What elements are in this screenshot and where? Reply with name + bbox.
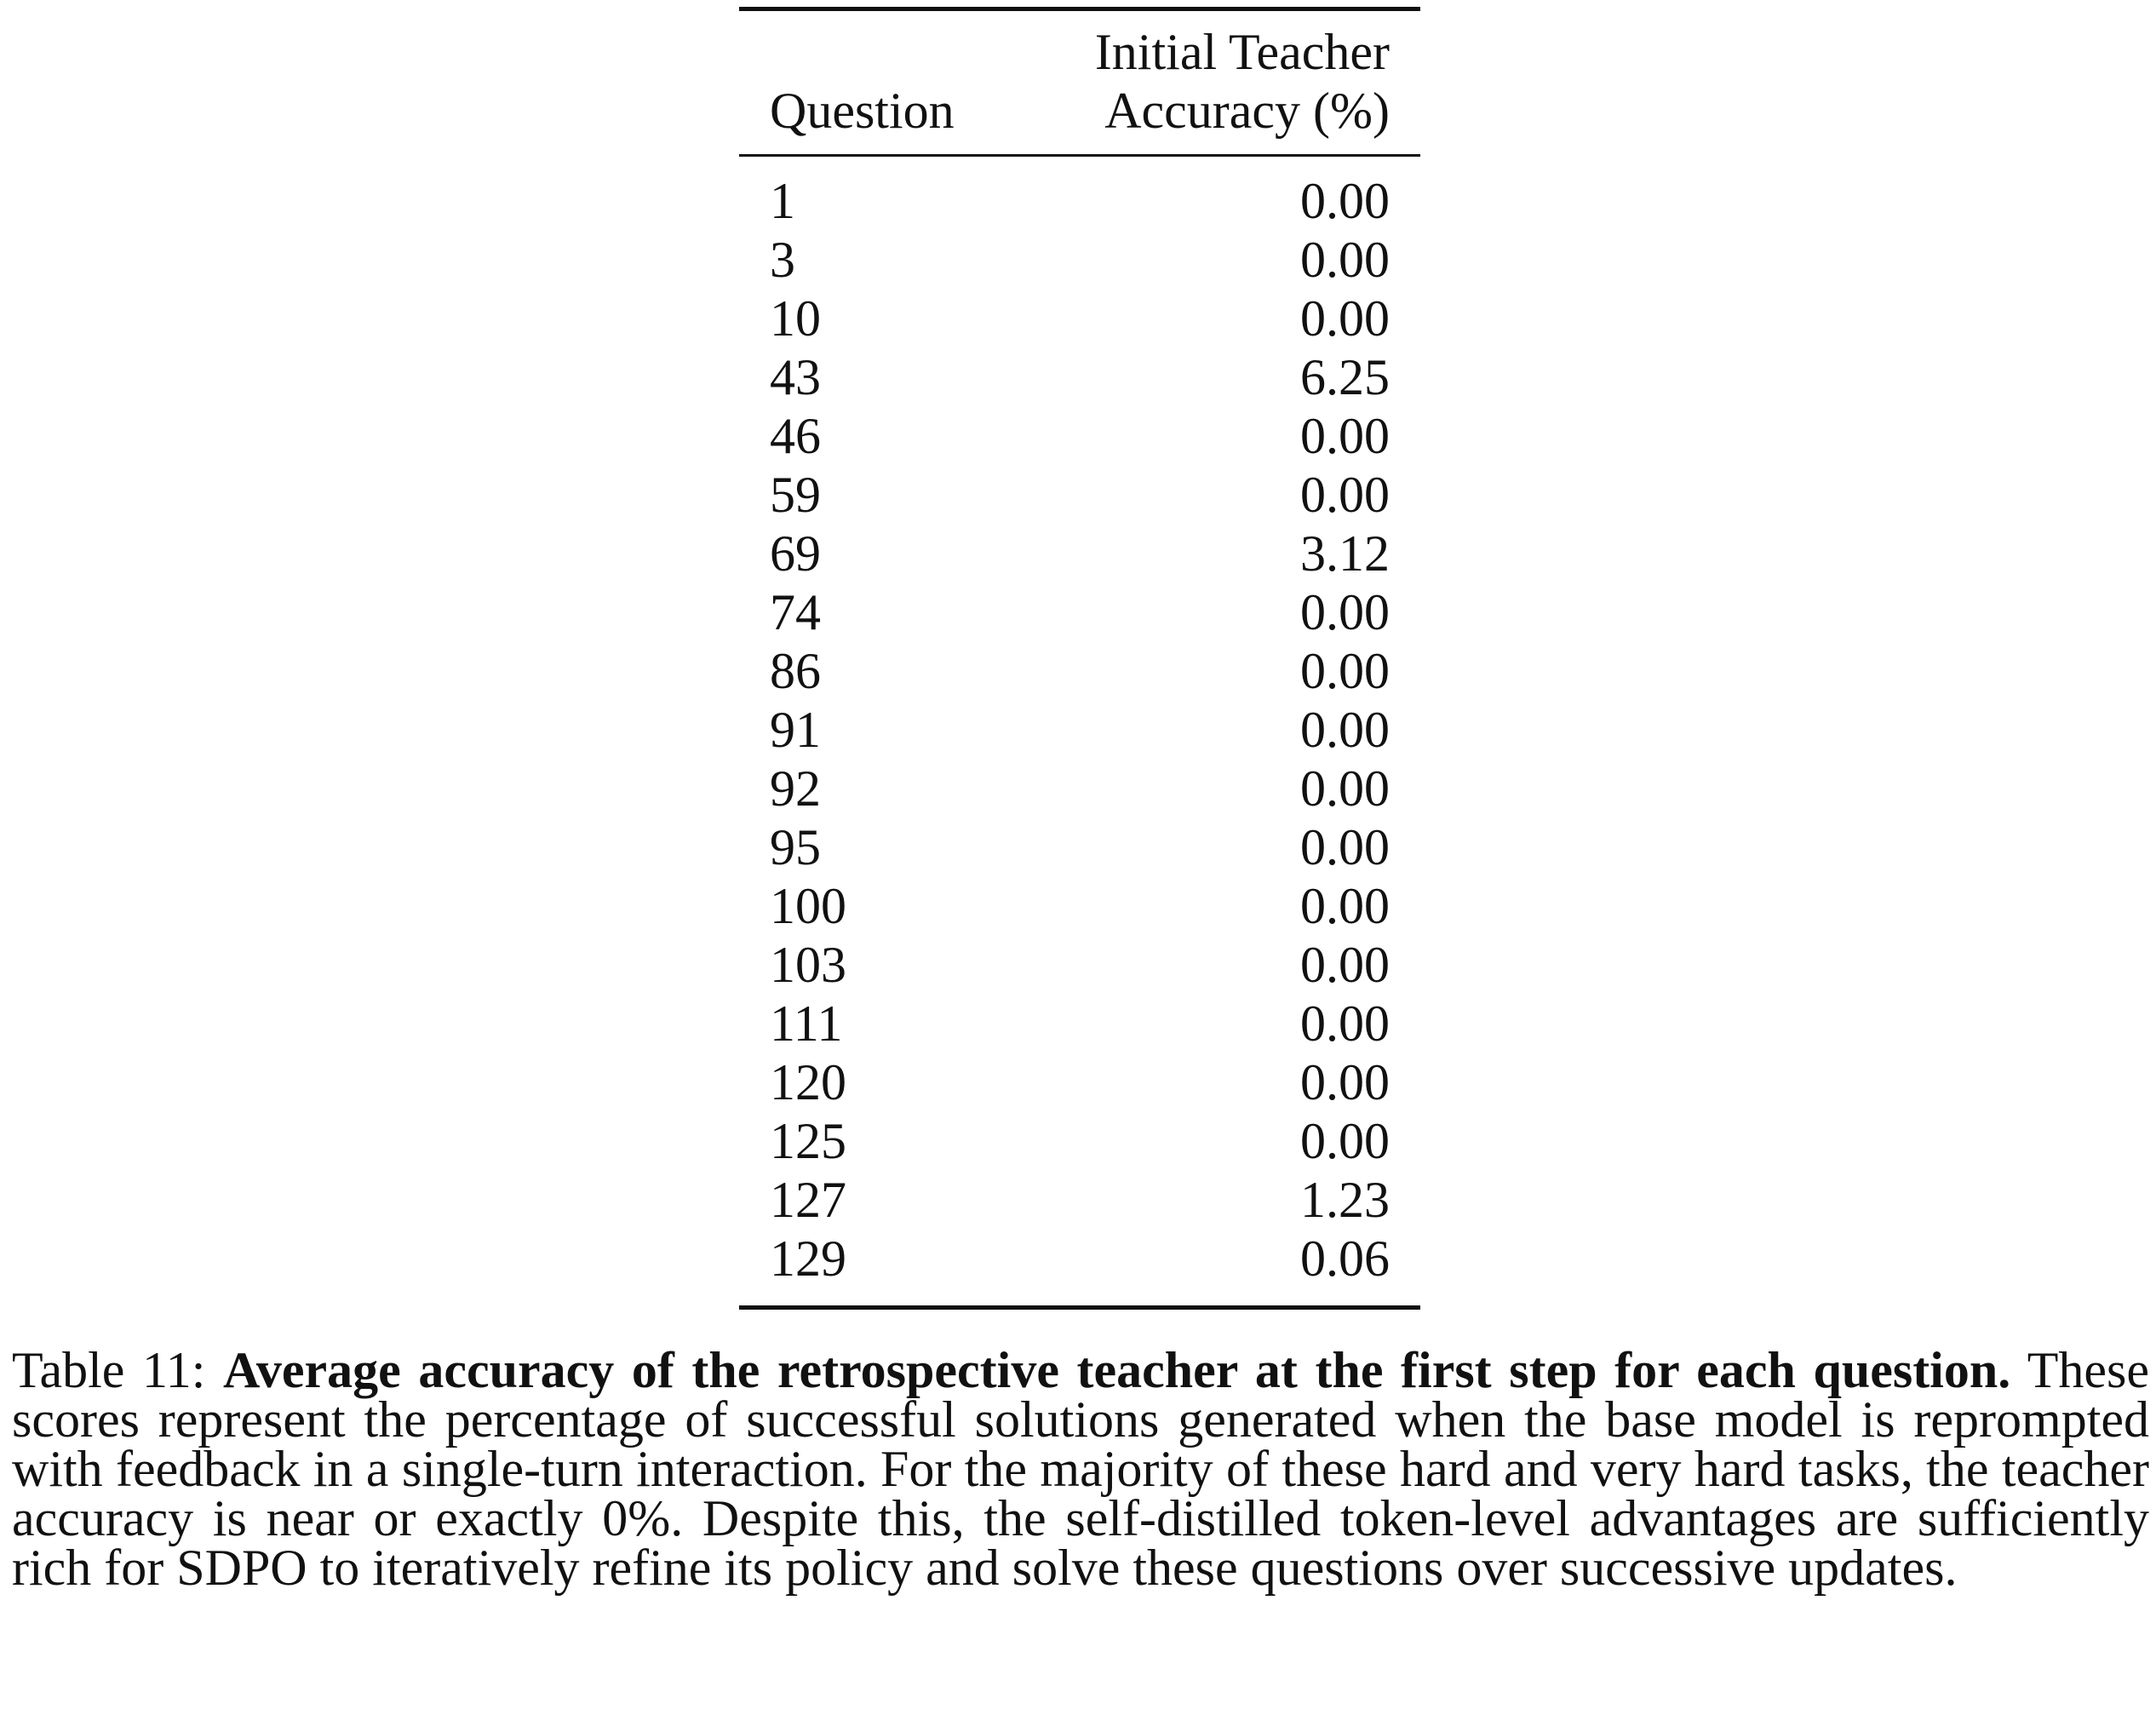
cell-question: 103	[770, 937, 846, 993]
cell-accuracy: 1.23	[1300, 1172, 1390, 1228]
cell-question: 3	[770, 232, 795, 288]
table-row	[739, 156, 1420, 232]
cell-question: 1	[770, 173, 795, 229]
table-row	[739, 1230, 1420, 1308]
cell-accuracy: 0.00	[1300, 584, 1390, 640]
cell-accuracy: 0.00	[1300, 1113, 1390, 1169]
table-row	[739, 995, 1420, 1053]
cell-question: 69	[770, 525, 821, 582]
cell-accuracy: 6.25	[1300, 349, 1390, 405]
table-row	[739, 348, 1420, 407]
table-row	[739, 583, 1420, 642]
cell-question: 74	[770, 584, 821, 640]
cell-accuracy: 0.00	[1300, 232, 1390, 288]
table-row	[739, 936, 1420, 995]
table-row	[739, 525, 1420, 583]
caption-body: These scores represent the percentage of successful solutions generated when the base model is reprompted with feedback in a single-turn interaction. For the majority of these hard and very hard tasks, the teacher accuracy is near or exactly 0%. Despite this, the self-distilled token-level advantages are sufficiently rich for SDPO to iteratively refine its policy and solve these questions over successive updates.	[12, 1342, 2149, 1596]
cell-accuracy: 3.12	[1300, 525, 1390, 582]
cell-accuracy: 0.00	[1300, 995, 1390, 1052]
table-row	[739, 231, 1420, 290]
accuracy-table-container	[739, 7, 1420, 1310]
cell-question: 91	[770, 702, 821, 758]
cell-question: 100	[770, 878, 846, 934]
caption-title: Average accuracy of the retrospective teacher at the first step for each question.	[223, 1342, 2011, 1398]
table-row	[739, 1053, 1420, 1112]
cell-accuracy: 0.00	[1300, 878, 1390, 934]
cell-accuracy: 0.00	[1300, 819, 1390, 875]
table-row	[739, 642, 1420, 701]
caption-label: Table 11:	[12, 1342, 206, 1398]
cell-question: 86	[770, 643, 821, 699]
table-row	[739, 290, 1420, 348]
header-accuracy-line2: Accuracy (%)	[1104, 83, 1390, 139]
cell-question: 125	[770, 1113, 846, 1169]
cell-question: 111	[770, 995, 843, 1052]
header-question: Question	[770, 83, 955, 139]
table-row	[739, 407, 1420, 466]
cell-question: 10	[770, 290, 821, 347]
table-header	[739, 9, 1420, 156]
cell-accuracy: 0.00	[1300, 408, 1390, 464]
table-row	[739, 1171, 1420, 1230]
table-caption	[12, 1342, 2149, 1596]
cell-question: 127	[770, 1172, 846, 1228]
cell-question: 59	[770, 467, 821, 523]
cell-question: 43	[770, 349, 821, 405]
table-row	[739, 818, 1420, 877]
header-accuracy-line1: Initial Teacher	[1094, 24, 1390, 80]
table-body	[739, 156, 1420, 1308]
table-row	[739, 701, 1420, 760]
table-row	[739, 466, 1420, 525]
cell-accuracy: 0.00	[1300, 760, 1390, 817]
table-row	[739, 1112, 1420, 1171]
cell-accuracy: 0.00	[1300, 643, 1390, 699]
table-row	[739, 877, 1420, 936]
cell-question: 46	[770, 408, 821, 464]
cell-accuracy: 0.00	[1300, 173, 1390, 229]
accuracy-table	[739, 7, 1420, 1310]
cell-accuracy: 0.00	[1300, 937, 1390, 993]
header-accuracy	[1025, 9, 1420, 156]
cell-question: 95	[770, 819, 821, 875]
cell-accuracy: 0.00	[1300, 1054, 1390, 1110]
table-row	[739, 760, 1420, 818]
cell-accuracy: 0.00	[1300, 467, 1390, 523]
cell-question: 120	[770, 1054, 846, 1110]
table-header-row	[739, 9, 1420, 156]
cell-accuracy: 0.00	[1300, 290, 1390, 347]
cell-accuracy: 0.06	[1300, 1230, 1390, 1287]
cell-question: 129	[770, 1230, 846, 1287]
cell-question: 92	[770, 760, 821, 817]
cell-accuracy: 0.00	[1300, 702, 1390, 758]
